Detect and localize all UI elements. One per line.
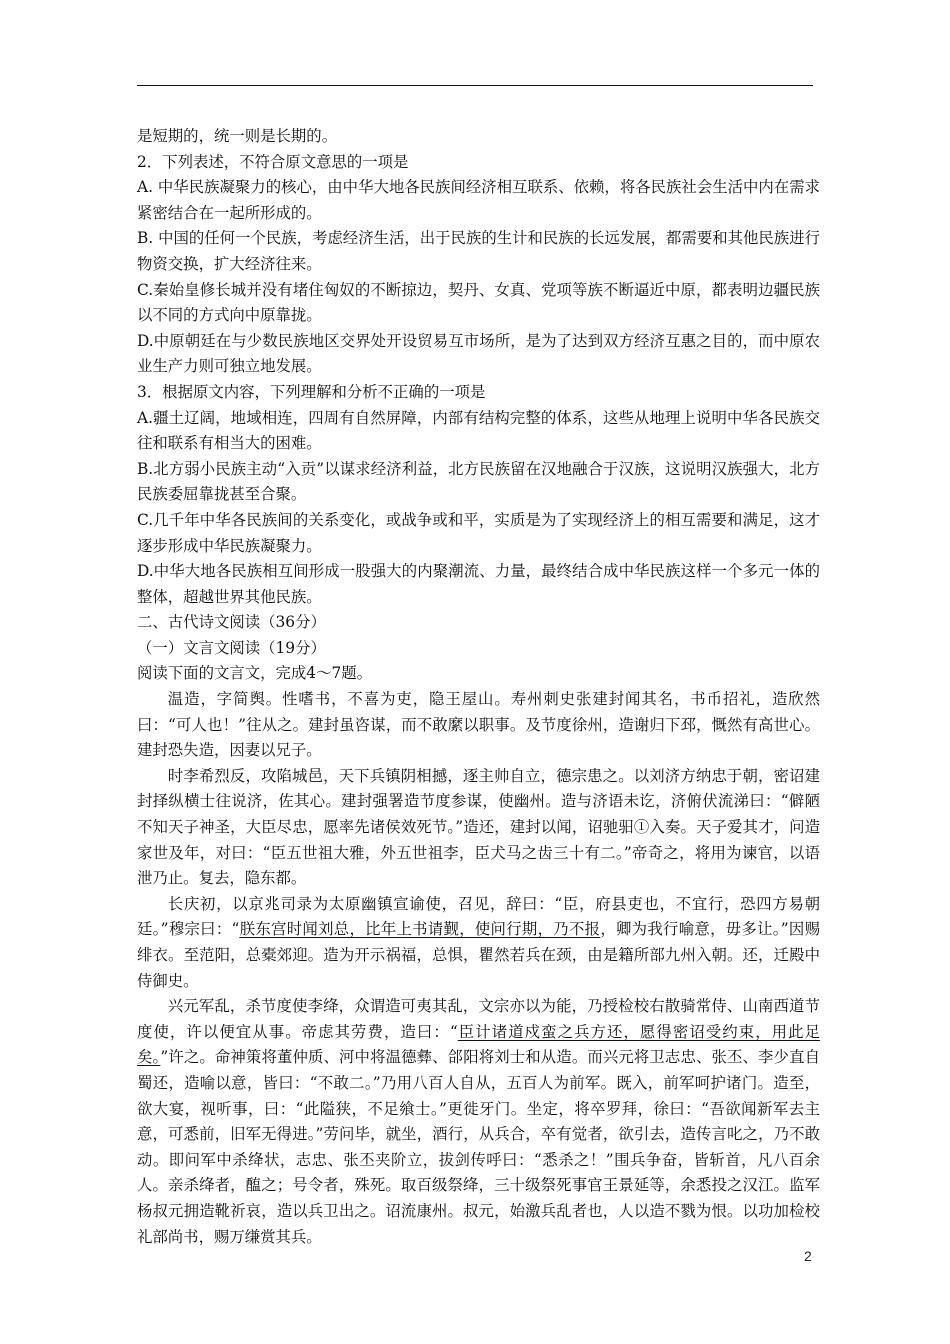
question-3-option-b: B.北方弱小民族主动“入贡”以谋求经济利益，北方民族留在汉地融合于汉族，这说明汉族强大，北方民族委屈靠拢甚至合聚。 — [137, 459, 820, 504]
subsection-1-title: （一）文言文阅读（19分） — [137, 638, 326, 657]
reading-instruction: 阅读下面的文言文，完成4～7题。 — [137, 664, 373, 683]
page-number: 2 — [804, 1248, 812, 1264]
question-2-option-d: D.中原朝廷在与少数民族地区交界处开设贸易互市场所，是为了达到双方经济互惠之目的，而中原农业生产力则可独立地发展。 — [137, 331, 820, 376]
question-2-option-c: C.秦始皇修长城并没有堵住匈奴的不断掠边，契丹、女真、党项等族不断逼近中原，都表明边疆民族以不同的方式向中原靠拢。 — [137, 280, 820, 325]
question-3-stem: 3．根据原文内容，下列理解和分析不正确的一项是 — [137, 382, 486, 401]
underlined-sentence-1: 朕东宫时闻刘总，比年上书请觐，使问行期，乃不报 — [239, 920, 601, 939]
question-3-option-c: C.几千年中华各民族间的关系变化，或战争或和平，实质是为了实现经济上的相互需要和满足，这才逐步形成中华民族凝聚力。 — [137, 510, 820, 555]
passage-paragraph-1: 温造，字简舆。性嗜书，不喜为吏，隐王屋山。寿州刺史张建封闻其名，书币招礼，造欣然曰：“可人也！”往从之。建封虽咨谋，而不敢縻以职事。及节度徐州，造谢归下邳，慨然有高世心。建封恐失造，因妻以兄子。 — [137, 690, 820, 760]
question-2-option-b: B. 中国的任何一个民族，考虑经济生活，出于民族的生计和民族的长远发展，都需要和其他民族进行物资交换，扩大经济往来。 — [137, 229, 820, 273]
question-2-option-a: A. 中华民族凝聚力的核心，由中华大地各民族间经济相互联系、依赖，将各民族社会生活中内在需求紧密结合在一起所形成的。 — [137, 178, 820, 222]
passage-paragraph-2: 时李希烈反，攻陷城邑，天下兵镇阴相撼，逐主帅自立，德宗患之。以刘济方纳忠于朝，密诏建封择纵横士往说济，佐其心。建封强署造节度参谋，使幽州。造与济语未讫，济俯伏流涕曰：“僻陋不知天子神圣，大臣尽忠，愿率先诸侯效死节。”造还，建封以闻，诏驰驲①入奏。天子爱其才，问造家世及年，对曰：“臣五世祖大雅，外五世祖李，臣犬马之齿三十有二。”帝奇之，将用为谏官，以语泄乃止。复去，隐东都。 — [137, 766, 820, 888]
passage-paragraph-3 — [137, 892, 820, 994]
page-content — [137, 124, 820, 1250]
question-3-option-a: A.疆土辽阔，地域相连，四周有自然屏障，内部有结构完整的体系，这些从地理上说明中华各民族交往和联系有相当大的困难。 — [137, 408, 820, 453]
question-3-option-d: D.中华大地各民族相互间形成一股强大的内聚潮流、力量，最终结合成中华民族这样一个多元一体的整体，超越世界其他民族。 — [137, 562, 820, 606]
passage-paragraph-3-rest: ，卿为我行喻意，毋多让。”因赐绯衣。至范阳，总橐郊迎。造为开示祸福，总惧，瞿然若兵在颈，由是籍所部九州入朝。还，迁殿中侍御史。 — [137, 920, 820, 990]
underlined-sentence-2: 臣计诸道戍蛮之兵方还，愿得密诏受约束，用此足矣。 — [137, 1022, 820, 1067]
question-2-stem: 2．下列表述，不符合原文意思的一项是 — [137, 152, 409, 171]
section-2-title: 二、古代诗文阅读（36分） — [137, 613, 326, 632]
passage-paragraph-4-rest: ”许之。命神策将董仲质、河中将温德彝、郃阳将刘士和从造。而兴元将卫志忠、张丕、李少直自蜀还，造喻以意，皆曰：“不敢二。”乃用八百人自从，五百人为前军。既入，前军呵护诸门。造至，欲大宴，视听事，曰：“此隘狭，不足飨士。”更徙牙门。坐定，将卒罗拜，徐曰：“吾欲闻新军去主意，可悉前，旧军无得进。”劳问毕，就坐，酒行，从兵合，卒有觉者，欲引去，造传言叱之，乃不敢动。即问军中杀绛状，志忠、张丕夹阶立，拔剑传呼曰：“悉杀之！”围兵争奋，皆斩首，凡八百余人。亲杀绛者，醢之；号令者，殊死。取百级祭绛，三十级祭死事官王景延等，余悉投之汉江。监军杨叔元拥造靴祈哀，造以兵卫出之。诏流康州。叔元，始激兵乱者也，人以造不戮为恨。以功加检校礼部尚书，赐万缣赏其兵。 — [137, 1048, 820, 1246]
passage-paragraph-4 — [137, 994, 820, 1250]
header-rule — [137, 85, 813, 86]
passage-paragraph-4-lead: 兴元军乱，杀节度使李绛，众谓造可夷其乱，文宗亦以为能，乃授检校右散骑常侍、山南西道节度使，许以便宜从事。帝虑其劳费，造曰：“ — [137, 997, 820, 1041]
passage-paragraph-3-lead: 长庆初，以京兆司录为太原幽镇宣谕使，召见，辞曰：“臣，府县吏也，不宜行，恐四方易朝廷。”穆宗曰：“ — [137, 894, 820, 939]
intro-tail-text: 是短期的，统一则是长期的。 — [137, 127, 338, 145]
